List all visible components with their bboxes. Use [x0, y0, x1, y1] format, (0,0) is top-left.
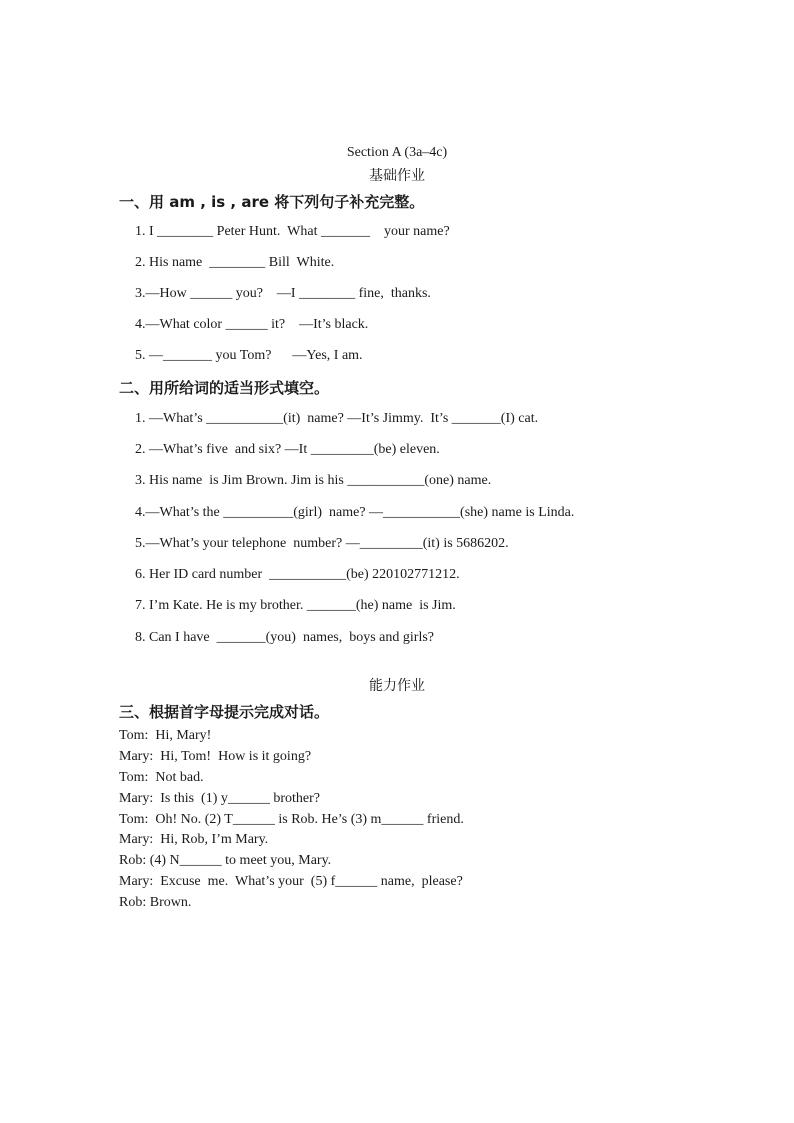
- part2-heading: 二、用所给词的适当形式填空。: [119, 379, 330, 397]
- dialogue-line: Mary: Hi, Rob, I’m Mary.: [119, 832, 269, 847]
- part2-item: 8. Can I have _______(you) names, boys and girls?: [135, 630, 434, 645]
- ability-homework-title: 能力作业: [369, 679, 425, 694]
- dialogue-line: Tom: Not bad.: [119, 770, 204, 785]
- part2-item: 5.—What’s your telephone number? —_________(it) is 5686202.: [135, 536, 509, 551]
- part3-heading: 三、根据首字母提示完成对话。: [119, 703, 330, 721]
- part2-item: 2. —What’s five and six? —It _________(be) eleven.: [135, 442, 440, 457]
- dialogue-line: Rob: (4) N______ to meet you, Mary.: [119, 853, 332, 868]
- dialogue-line: Rob: Brown.: [119, 895, 192, 910]
- part2-item: 3. His name is Jim Brown. Jim is his ___________(one) name.: [135, 473, 492, 488]
- part1-item: 2. His name ________ Bill White.: [135, 255, 335, 270]
- section-title: Section A (3a–4c): [346, 145, 448, 160]
- part2-item: 1. —What’s ___________(it) name? —It’s Jimmy. It’s _______(I) cat.: [135, 411, 539, 426]
- part1-item: 5. —_______ you Tom? —Yes, I am.: [135, 348, 363, 363]
- part2-item: 7. I’m Kate. He is my brother. _______(he) name is Jim.: [135, 598, 456, 613]
- part2-item: 6. Her ID card number ___________(be) 220102771212.: [135, 567, 460, 582]
- dialogue-line: Tom: Oh! No. (2) T______ is Rob. He’s (3) m______ friend.: [119, 812, 464, 827]
- part1-item: 3.—How ______ you? —I ________ fine, thanks.: [135, 286, 431, 301]
- dialogue-line: Mary: Excuse me. What’s your (5) f______ name, please?: [119, 874, 463, 889]
- part1-item: 1. I ________ Peter Hunt. What _______ your name?: [135, 224, 450, 239]
- dialogue-line: Mary: Is this (1) y______ brother?: [119, 791, 321, 806]
- dialogue-line: Mary: Hi, Tom! How is it going?: [119, 749, 312, 764]
- part1-item: 4.—What color ______ it? —It’s black.: [135, 317, 369, 332]
- dialogue-line: Tom: Hi, Mary!: [119, 728, 212, 743]
- part1-heading: 一、用 am , is , are 将下列句子补充完整。: [119, 193, 425, 211]
- basic-homework-title: 基础作业: [369, 169, 425, 184]
- part2-item: 4.—What’s the __________(girl) name? —___________(she) name is Linda.: [135, 505, 575, 520]
